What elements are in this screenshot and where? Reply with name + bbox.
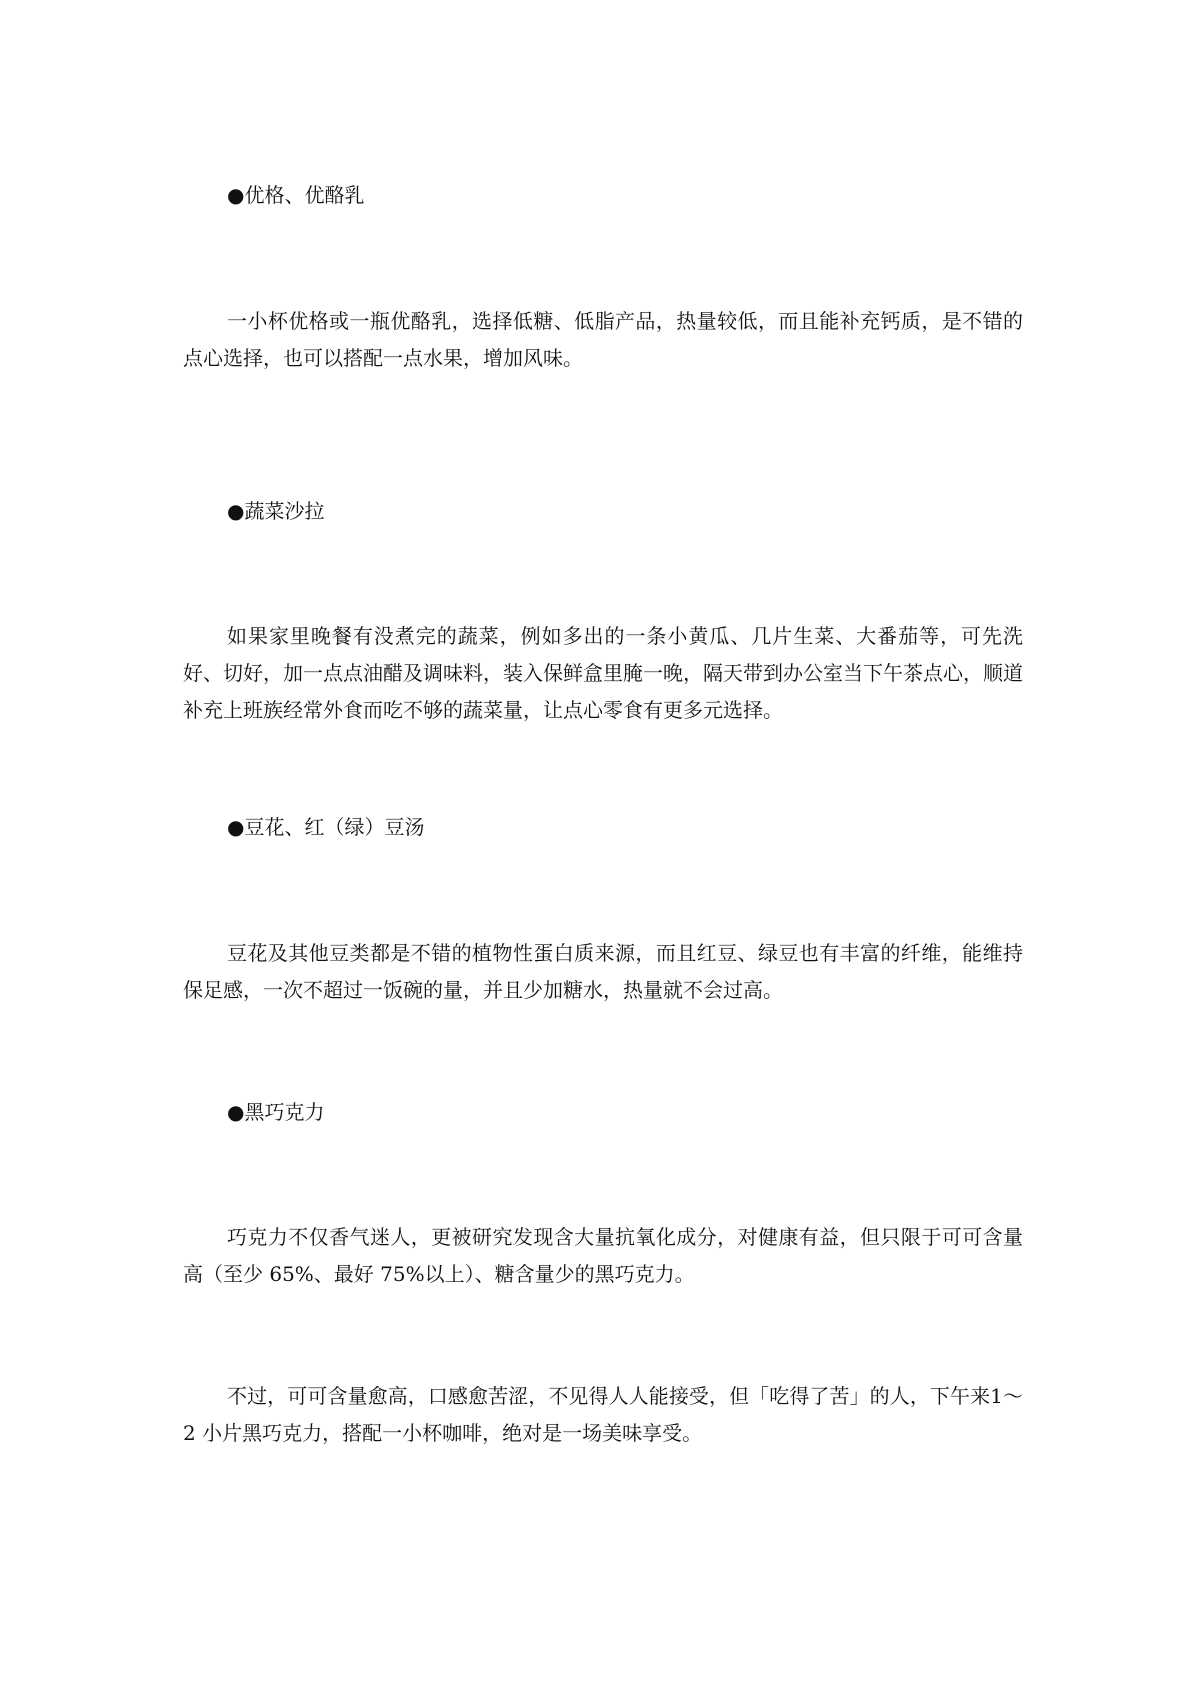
section-heading-dark-chocolate: ●黑巧克力 [227, 1100, 325, 1124]
paragraph-bean-dessert: 豆花及其他豆类都是不错的植物性蛋白质来源，而且红豆、绿豆也有丰富的纤维，能维持保足感，一次不超过一饭碗的量，并且少加糖水，热量就不会过高。 [183, 941, 1023, 1002]
section-heading-bean-dessert: ●豆花、红（绿）豆汤 [227, 815, 425, 839]
paragraph-dark-chocolate-benefits: 巧克力不仅香气迷人，更被研究发现含大量抗氧化成分，对健康有益，但只限于可可含量高（至少 65%、最好 75%以上）、糖含量少的黑巧克力。 [183, 1225, 1023, 1286]
section-heading-vegetable-salad: ●蔬菜沙拉 [227, 499, 325, 523]
paragraph-yogurt: 一小杯优格或一瓶优酪乳，选择低糖、低脂产品，热量较低，而且能补充钙质，是不错的点心选择，也可以搭配一点水果，增加风味。 [183, 309, 1023, 370]
paragraph-dark-chocolate-taste: 不过，可可含量愈高，口感愈苦涩，不见得人人能接受，但「吃得了苦」的人，下午来1～2 小片黑巧克力，搭配一小杯咖啡，绝对是一场美味享受。 [183, 1384, 1023, 1445]
paragraph-vegetable-salad: 如果家里晚餐有没煮完的蔬菜，例如多出的一条小黄瓜、几片生菜、大番茄等，可先洗好、切好，加一点点油醋及调味料，装入保鲜盒里腌一晚，隔天带到办公室当下午茶点心，顺道补充上班族经常外食而吃不够的蔬菜量，让点心零食有更多元选择。 [183, 624, 1023, 722]
section-heading-yogurt: ●优格、优酪乳 [227, 183, 365, 207]
